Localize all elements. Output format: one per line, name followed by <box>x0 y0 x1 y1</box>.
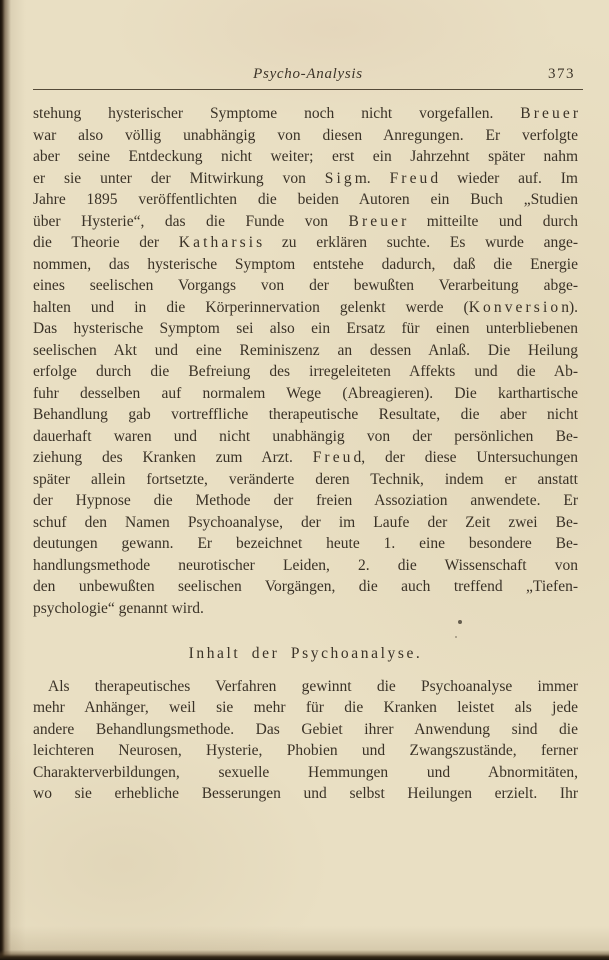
text-line: später allein fortsetzte, veränderte deren Technik, indem er anstatt <box>33 470 578 488</box>
text-line: mehr Anhänger, weil sie mehr für die Kranken leistet als jede <box>33 699 578 716</box>
text-line: erfolge durch die Befreiung des irregeleiteten Affekts und die Ab- <box>33 363 578 380</box>
page-body <box>33 103 578 805</box>
text-line: dauerhaft waren und nicht unabhängig von der persönlichen Be- <box>33 427 578 445</box>
text-line: aber seine Entdeckung nicht weiter; erst ein Jahrzehnt später nahm <box>33 148 578 165</box>
scan-edge-shadow-bottom <box>0 950 609 960</box>
paragraph <box>33 103 578 619</box>
text-line: Als therapeutisches Verfahren gewinnt die Psychoanalyse immer <box>48 677 578 695</box>
text-line: psychologie“ genannt wird. <box>33 599 204 617</box>
text-line: halten und in die Körperinnervation gelenkt werde (K o n v e r s i o n). <box>33 298 578 316</box>
page-header <box>33 64 583 90</box>
running-head: Psycho-Analysis <box>253 66 363 82</box>
text-line: er sie unter der Mitwirkung von S i g m. F r e u d wieder auf. Im <box>33 169 578 187</box>
text-line: die Theorie der K a t h a r s i s zu erklären suchte. Es wurde ange- <box>33 234 578 251</box>
text-line: wo sie erhebliche Besserungen und selbst Heilungen erzielt. Ihr <box>33 785 578 802</box>
text-line: Charakterverbildungen, sexuelle Hemmungen und Abnormitäten, <box>33 763 578 781</box>
text-line: seelischen Akt und eine Reminiszenz an dessen Anlaß. Die Heilung <box>33 341 578 359</box>
text-line: schuf den Namen Psychoanalyse, der im Laufe der Zeit zwei Be- <box>33 513 578 531</box>
text-line: Das hysterische Symptom sei also ein Ersatz für einen unterbliebenen <box>33 320 578 337</box>
text-line: fuhr desselben auf normalem Wege (Abreagieren). Die karthartische <box>33 384 578 402</box>
paragraph <box>33 676 578 805</box>
page-number: 373 <box>548 66 575 82</box>
text-line: war also völlig unabhängig von diesen Anregungen. Er verfolgte <box>33 126 578 144</box>
ink-speck <box>458 620 462 624</box>
text-line: andere Behandlungsmethode. Das Gebiet ihrer Anwendung sind die <box>33 720 578 738</box>
text-line: nommen, das hysterische Symptom entstehe dadurch, daß die Energie <box>33 255 578 273</box>
text-line: handlungsmethode neurotischer Leiden, 2. die Wissenschaft von <box>33 556 578 574</box>
text-line: der Hypnose die Methode der freien Assoziation anwendete. Er <box>33 492 578 509</box>
text-line: den unbewußten seelischen Vorgängen, die auch treffend „Tiefen- <box>33 578 578 595</box>
section-heading: Inhalt der Psychoanalyse. <box>188 645 423 662</box>
text-line: eines seelischen Vorgangs von der bewußten Verarbeitung abge- <box>33 277 578 294</box>
text-line: Behandlung gab vortreffliche therapeutische Resultate, die aber nicht <box>33 406 578 423</box>
text-line: über Hysterie“, das die Funde von B r e u e r mitteilte und durch <box>33 212 578 230</box>
ink-speck <box>455 636 457 638</box>
text-line: Jahre 1895 veröffentlichten die beiden Autoren ein Buch „Studien <box>33 191 578 208</box>
text-line: ziehung des Kranken zum Arzt. F r e u d, der diese Untersuchungen <box>33 449 578 466</box>
text-line: deutungen gewann. Er bezeichnet heute 1. eine besondere Be- <box>33 535 578 552</box>
scan-edge-shadow-left <box>0 0 11 960</box>
text-line: leichteren Neurosen, Hysterie, Phobien und Zwangszustände, ferner <box>33 742 578 759</box>
text-line: stehung hysterischer Symptome noch nicht vorgefallen. B r e u e r <box>33 105 578 122</box>
